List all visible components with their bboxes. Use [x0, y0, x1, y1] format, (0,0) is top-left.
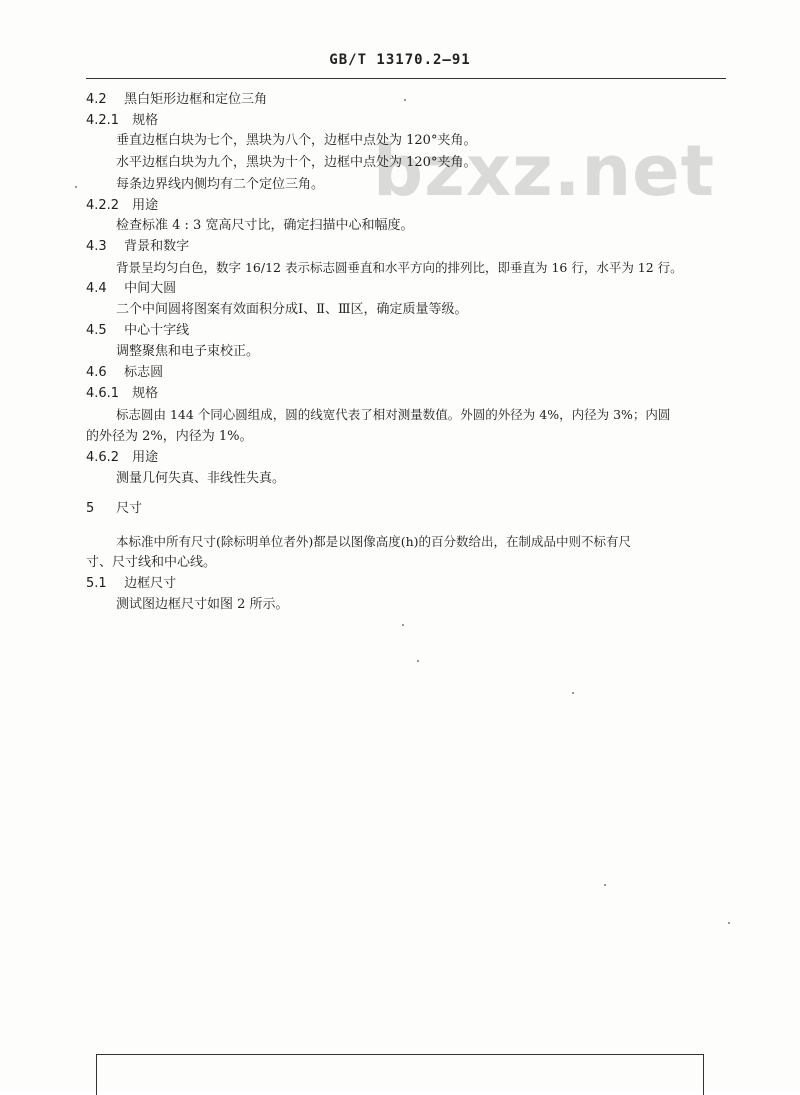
scan-speck — [417, 660, 419, 662]
scan-speck — [572, 692, 574, 694]
paragraph-line: 的外径为 2%，内径为 1%。 — [86, 429, 253, 444]
paragraph-line: 水平边框白块为九个，黑块为十个，边框中点处为 120°夹角。 — [116, 155, 477, 170]
section-title: 规格 — [132, 113, 159, 128]
section-number: 4.2 — [86, 92, 107, 107]
section-number: 4.4 — [86, 281, 107, 296]
section-number: 4.6.2 — [86, 450, 120, 465]
paragraph-line: 寸、尺寸线和中心线。 — [86, 555, 217, 570]
header-rule — [86, 78, 726, 79]
section-title: 中心十字线 — [124, 323, 190, 338]
section-title: 用途 — [132, 450, 159, 465]
paragraph-line: 本标准中所有尺寸(除标明单位者外)都是以图像高度(h)的百分数给出，在制成品中则不标有尺 — [116, 534, 632, 549]
paragraph-line: 垂直边框白块为七个，黑块为八个，边框中点处为 120°夹角。 — [116, 133, 477, 148]
section-number: 4.3 — [86, 239, 107, 254]
section-title: 背景和数字 — [124, 239, 190, 254]
scan-speck — [604, 884, 606, 886]
section-5-heading — [86, 499, 142, 519]
section-number: 4.6.1 — [86, 386, 120, 401]
section-number: 4.6 — [86, 365, 107, 380]
section-4-6-2-heading — [86, 448, 158, 468]
paragraph-line: 标志圆由 144 个同心圆组成，圆的线宽代表了相对测量数值。外圆的外径为 4%，内径为 3%；内圆 — [116, 407, 671, 422]
paragraph-line: 二个中间圆将图案有效面积分成Ⅰ、Ⅱ、Ⅲ区，确定质量等级。 — [116, 302, 468, 317]
paragraph-line: 测试图边框尺寸如图 2 所示。 — [116, 597, 289, 612]
section-number: 5 — [86, 501, 95, 516]
section-4-5-heading — [86, 321, 189, 341]
section-title: 用途 — [132, 198, 159, 213]
section-title: 尺寸 — [116, 501, 143, 516]
section-title: 标志圆 — [124, 365, 164, 380]
paragraph-line: 背景呈均匀白色，数字 16/12 表示标志圆垂直和水平方向的排列比，即垂直为 16 行，水平为 12 行。 — [116, 260, 683, 275]
section-5-1-heading — [86, 574, 176, 594]
section-4-2-1-heading — [86, 111, 158, 131]
section-4-4-heading — [86, 279, 176, 299]
section-4-3-heading — [86, 237, 189, 257]
section-title: 中间大圆 — [124, 281, 177, 296]
scan-speck — [404, 99, 406, 101]
section-4-6-1-heading — [86, 384, 158, 404]
paragraph-line: 每条边界线内侧均有二个定位三角。 — [116, 177, 325, 192]
scan-speck — [402, 624, 404, 626]
section-number: 5.1 — [86, 576, 107, 591]
scan-speck — [728, 922, 730, 924]
scan-speck — [75, 186, 77, 188]
figure-frame — [96, 1054, 704, 1095]
section-4-6-heading — [86, 363, 163, 383]
section-number: 4.2.1 — [86, 113, 120, 128]
standard-code-header: GB/T 13170.2—91 — [329, 52, 471, 68]
section-4-2-2-heading — [86, 196, 158, 216]
section-4-2-heading — [86, 90, 267, 110]
paragraph-line: 调整聚焦和电子束校正。 — [116, 344, 260, 359]
section-number: 4.5 — [86, 323, 107, 338]
section-number: 4.2.2 — [86, 198, 120, 213]
paragraph-line: 检查标准 4 : 3 宽高尺寸比，确定扫描中心和幅度。 — [116, 218, 414, 233]
paragraph-line: 测量几何失真、非线性失真。 — [116, 471, 286, 486]
watermark: bzxz.net — [373, 130, 716, 212]
section-title: 黑白矩形边框和定位三角 — [124, 92, 268, 107]
section-title: 边框尺寸 — [124, 576, 177, 591]
section-title: 规格 — [132, 386, 159, 401]
